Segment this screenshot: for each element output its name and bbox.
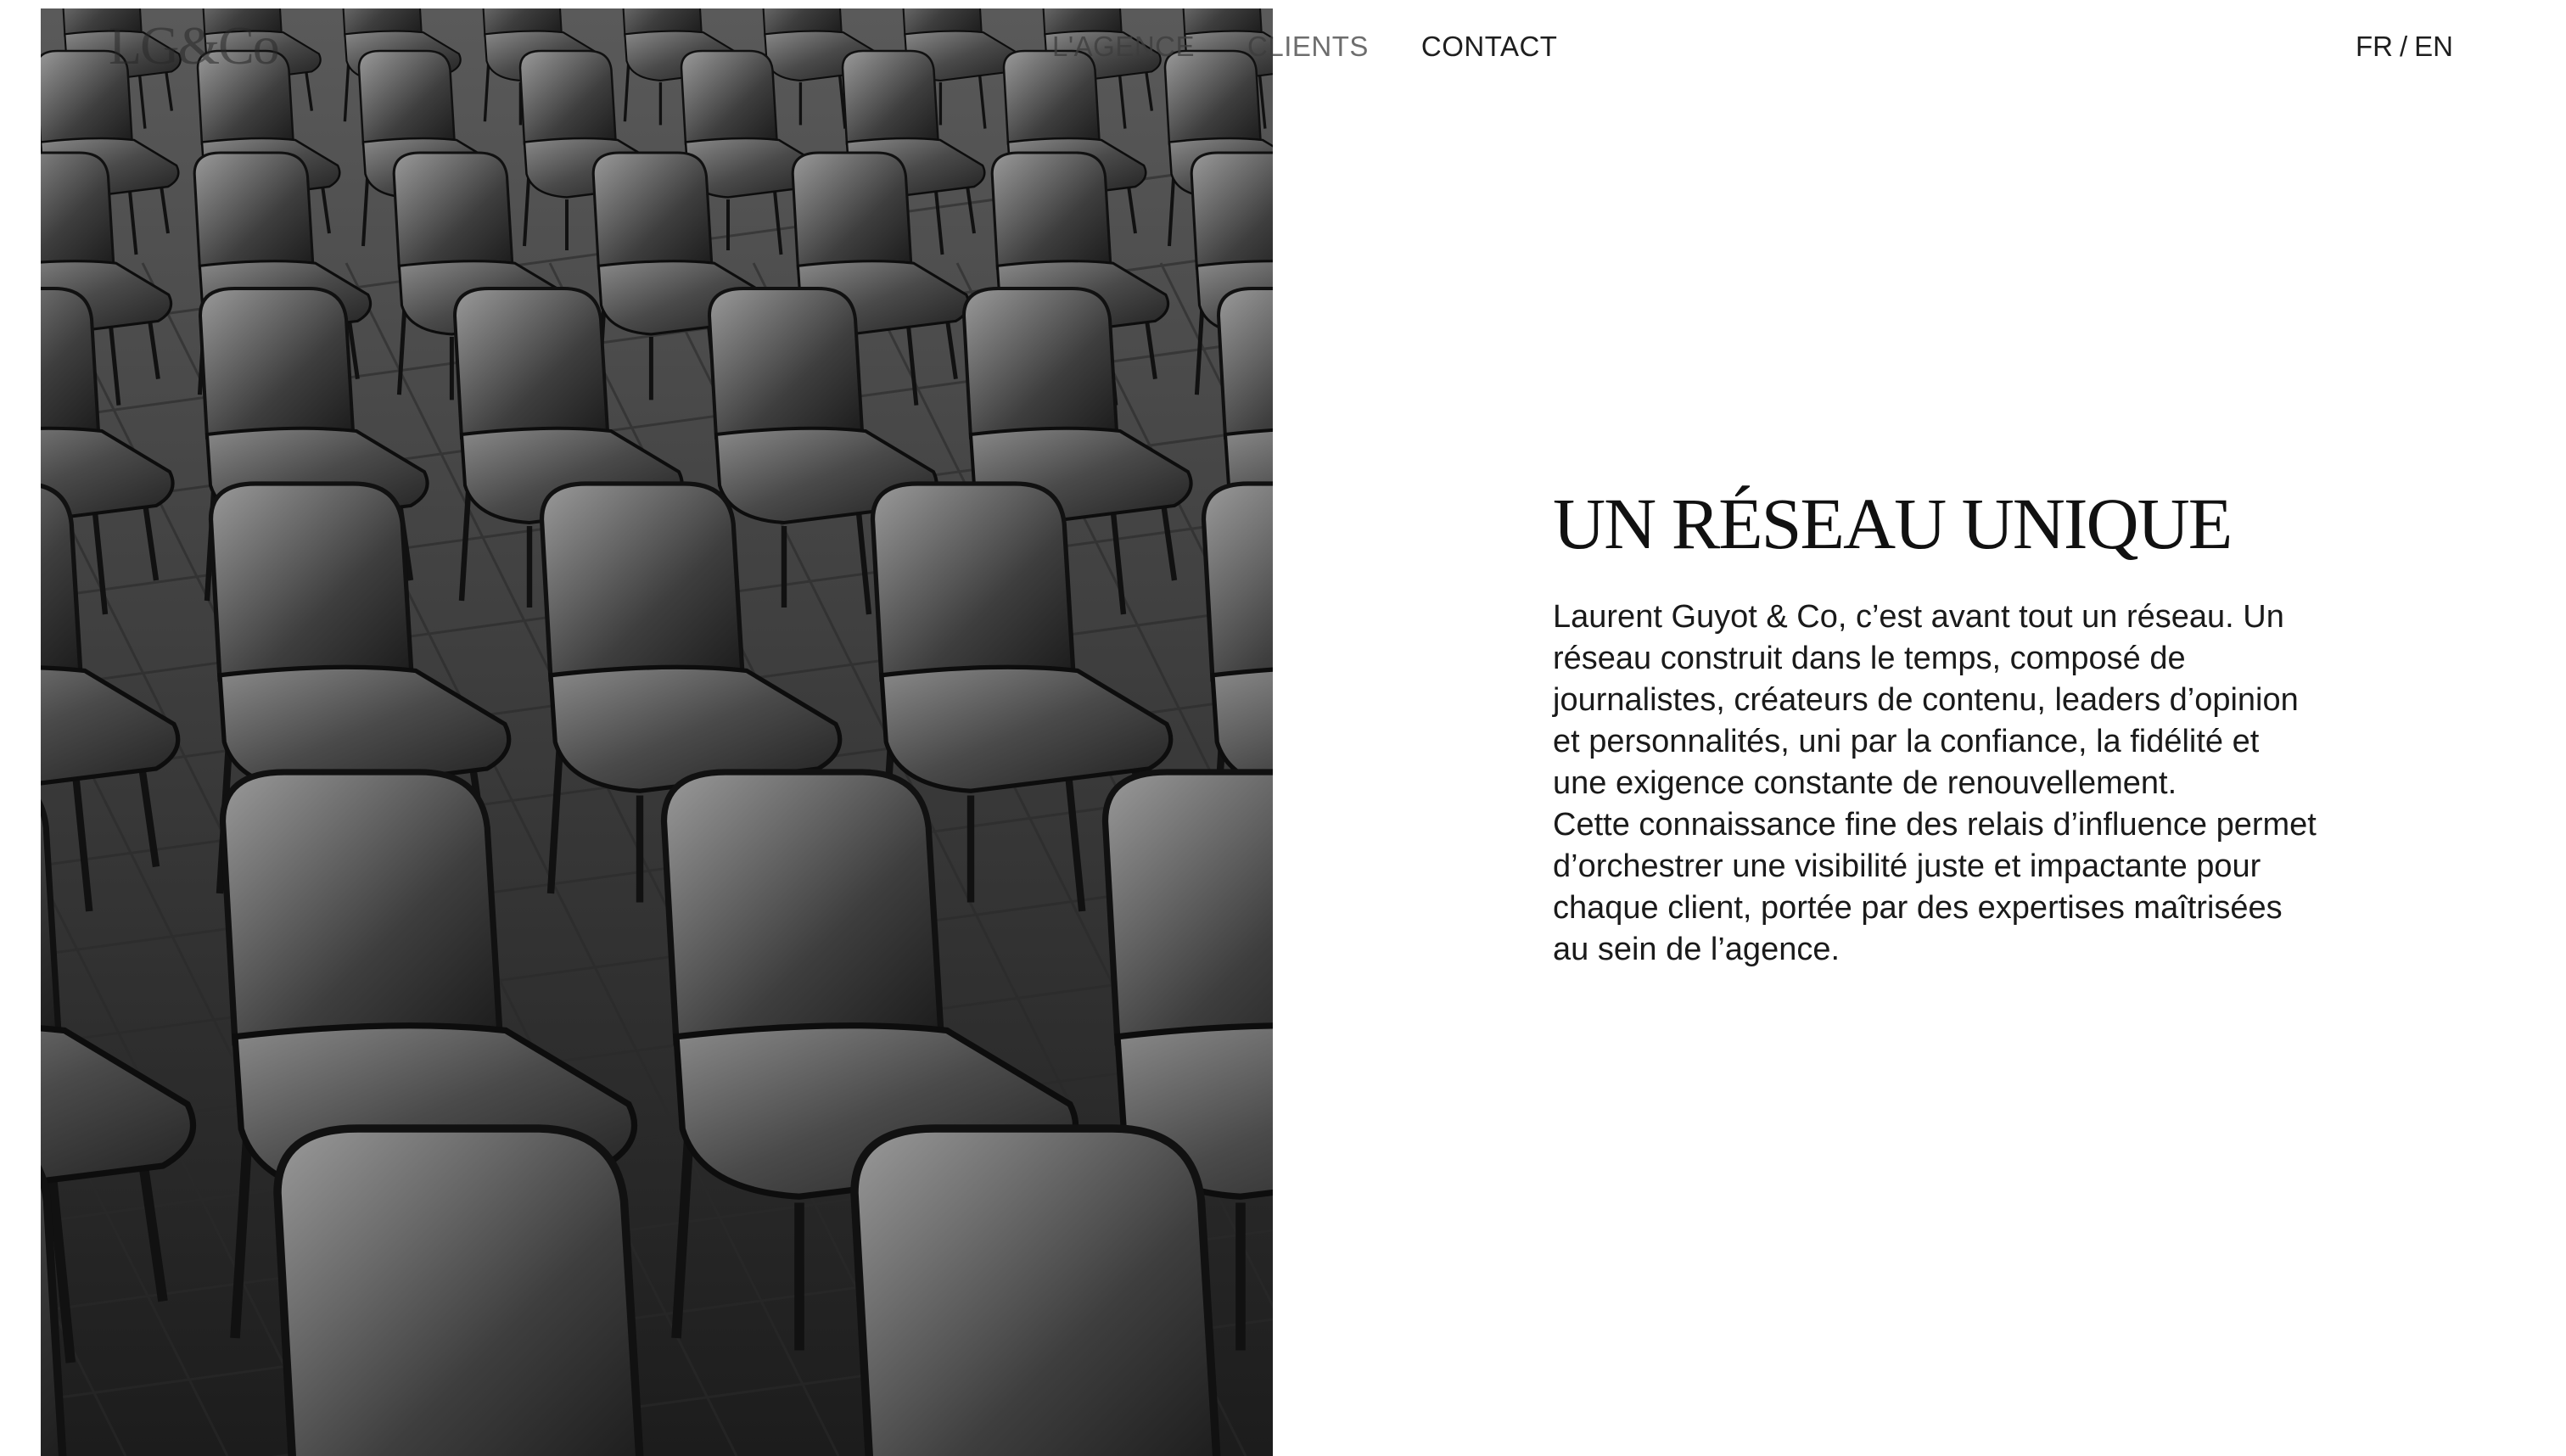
detail-paragraph: Cette connaissance fine des relais d’influence permet d’orchestrer une visibilité juste et impactante pour chaque client, portée par des expertises maîtrisées au sein de l’agence. [1553,806,2317,967]
hero-image [41,8,1273,1456]
nav-item-contact[interactable]: CONTACT [1420,31,1558,62]
language-switcher [2356,31,2453,63]
main-nav [1052,31,1557,63]
page-title: UN RÉSEAU UNIQUE [1553,483,2232,564]
lang-fr-link[interactable]: FR [2355,31,2393,62]
hero-content [1553,484,2317,971]
nav-item-agence[interactable]: L'AGENCE [1052,31,1196,62]
lang-separator: / [2399,31,2408,62]
intro-paragraph: Laurent Guyot & Co, c’est avant tout un réseau. Un réseau construit dans le temps, composé de journalistes, créateurs de contenu, leaders d’opinion et personnalités, uni par la confiance, la fidélité et une exigence constante de renouvellement. [1553,598,2299,801]
lang-en-link[interactable]: EN [2414,31,2453,62]
chairs-photo-illustration [41,8,1273,1456]
logo[interactable]: LG&Co [109,15,278,76]
nav-item-clients[interactable]: CLIENTS [1247,31,1369,62]
